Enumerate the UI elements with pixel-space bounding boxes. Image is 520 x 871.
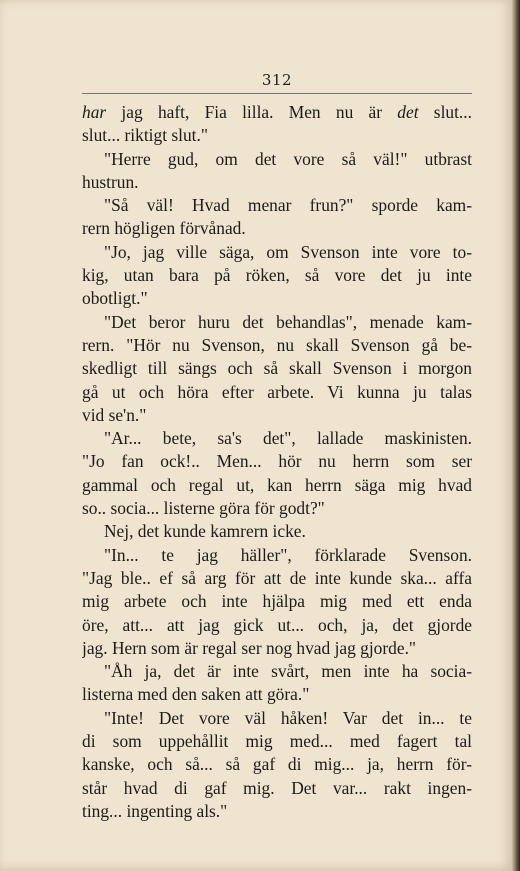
text-line	[82, 753, 472, 776]
page-body-text	[82, 101, 472, 823]
text-line	[82, 217, 472, 240]
text-segment: "Så väl! Hvad menar frun?" sporde kam-	[104, 195, 472, 216]
text-line	[82, 707, 472, 730]
text-line	[82, 660, 472, 683]
text-line	[82, 590, 472, 613]
text-segment: ting... ingenting als."	[82, 800, 228, 821]
text-segment: so.. socia... listerne göra för godt?"	[82, 498, 325, 519]
text-line	[82, 800, 472, 823]
text-segment: jag. Hern som är regal ser nog hvad jag gjorde."	[82, 637, 417, 658]
text-segment: obotligt."	[82, 288, 148, 309]
text-segment: vid se'n."	[82, 404, 147, 425]
text-line	[82, 287, 472, 310]
text-segment: "Jag ble.. ef så arg för att de inte kunde ska... affa	[82, 567, 472, 588]
text-segment: "Jo fan ock!.. Men... hör nu herrn som ser	[82, 451, 472, 472]
text-line	[82, 241, 472, 264]
text-segment: står hvad di gaf mig. Det var... rakt ingen-	[82, 777, 472, 798]
text-segment: mig arbete och inte hjälpa mig med ett enda	[82, 591, 472, 612]
text-line	[82, 381, 472, 404]
text-line	[82, 450, 472, 473]
page-edge	[512, 0, 520, 871]
header-rule	[82, 93, 472, 94]
text-line	[82, 171, 472, 194]
text-line	[82, 404, 472, 427]
text-segment: "Jo, jag ville säga, om Svenson inte vore to-	[104, 241, 472, 262]
text-segment: listerna med den saken att göra."	[82, 684, 310, 705]
text-segment: kanske, och så... så gaf di mig... ja, herrn för-	[82, 754, 472, 775]
text-line	[82, 683, 472, 706]
text-segment: gå ut och höra efter arbete. Vi kunna ju talas	[82, 381, 472, 402]
text-segment: rern. "Hör nu Svenson, nu skall Svenson gå be-	[82, 334, 472, 355]
text-line	[82, 497, 472, 520]
text-segment: "Herre gud, om det vore så väl!" utbrast	[104, 148, 472, 169]
text-segment: jag haft, Fia lilla. Men nu är	[106, 102, 398, 122]
text-line	[82, 474, 472, 497]
text-segment: di som uppehållit mig med... med fagert tal	[82, 731, 472, 752]
text-line	[82, 777, 472, 800]
text-segment: skedligt till sängs och så skall Svenson i morgon	[82, 358, 472, 379]
text-line	[82, 311, 472, 334]
text-segment: "Ar... bete, sa's det", lallade maskinisten.	[104, 428, 472, 449]
text-segment: slut...	[418, 102, 472, 122]
text-line	[82, 567, 472, 590]
italic-text: det	[397, 102, 419, 122]
text-line	[82, 357, 472, 380]
text-segment: öre, att... att jag gick ut... och, ja, det gjorde	[82, 614, 472, 635]
text-segment: "In... te jag häller", förklarade Svenson.	[104, 544, 472, 565]
italic-text: har	[82, 102, 107, 122]
text-line	[82, 427, 472, 450]
text-segment: gammal och regal ut, kan herrn säga mig hvad	[82, 474, 472, 495]
text-line	[82, 148, 472, 171]
text-line	[82, 544, 472, 567]
page-number: 312	[261, 71, 293, 89]
text-segment: "Åh ja, det är inte svårt, men inte ha socia-	[104, 661, 472, 682]
text-line	[82, 334, 472, 357]
text-line	[82, 194, 472, 217]
text-line	[82, 101, 472, 124]
text-line	[82, 637, 472, 660]
text-segment: rern högligen förvånad.	[82, 218, 246, 239]
text-segment: "Inte! Det vore väl håken! Var det in... te	[104, 707, 472, 728]
text-segment: Nej, det kunde kamrern icke.	[104, 521, 306, 542]
text-line	[82, 730, 472, 753]
text-line	[82, 264, 472, 287]
text-line	[82, 124, 472, 147]
text-line	[82, 614, 472, 637]
text-line	[82, 520, 472, 543]
text-segment: hustrun.	[82, 171, 139, 192]
text-segment: slut... riktigt slut."	[82, 125, 208, 146]
text-segment: kig, utan bara på röken, så vore det ju inte	[82, 265, 472, 286]
text-segment: "Det beror huru det behandlas", menade kam-	[104, 311, 472, 332]
